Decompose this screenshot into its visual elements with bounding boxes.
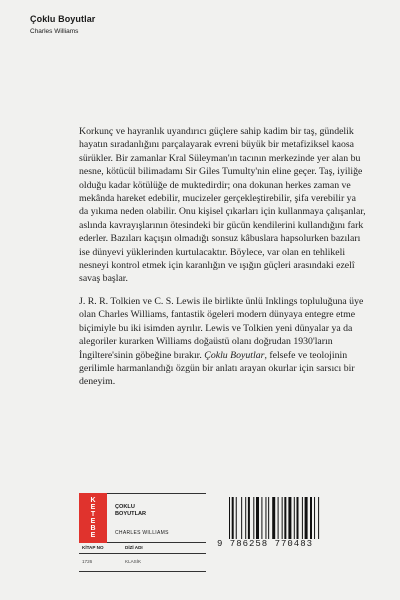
- barcode-bar: [232, 497, 234, 539]
- blurb-p2-title: Çoklu Boyutlar: [204, 349, 265, 361]
- barcode-bar: [241, 497, 242, 539]
- logo-letter: B: [90, 525, 96, 532]
- barcode-bar: [256, 497, 259, 539]
- barcode-bar: [272, 497, 275, 539]
- barcode-bar: [288, 497, 291, 539]
- barcode-bar: [305, 497, 308, 539]
- barcode-bar: [253, 497, 254, 539]
- label-kitap-no: KİTAP NO: [82, 545, 104, 550]
- book-author: Charles Williams: [30, 28, 79, 35]
- barcode-bar: [297, 497, 299, 539]
- blurb-paragraph-1: Korkunç ve hayranlık uyandırıcı güçlere sahip kadim bir taş, gündelik hayatın sıradanlığını parçalayarak evreni büyük bir metafiziksel kaosa sürükler. Bir zamanlar Kral Süleyman'ın tacının merkezinde yer alan bu nesne, kötücül bilimadamı Sir Giles Tumulty'nin eline geçer. Taş, iyiliğe olduğu kadar kötülüğe de muktedirdir; ona dokunan herkes zaman ve mekânda hareket edebilir, mucizeler gerçekleştirebilir, şifa verebilir ya da yıkıma neden olabilir. Onu kişisel çıkarları için kullanmaya çalışanlar, aslında kavrayışlarının ötesindeki bir gücün kendilerini kullandığını fark ederler. Bazıları kaçışın olmadığı sonsuz kâbuslara hapsolurken bazıları ise dünyevi yüklerinden kurtulacaktır. Böylece, var olan en tehlikeli nesneyi kontrol etmek için karanlığın ve ışığın güçleri arasındaki ezelî savaş başlar.: [79, 126, 366, 285]
- publisher-logo: [79, 493, 107, 543]
- barcode-bar: [282, 497, 283, 539]
- barcode-bar: [265, 497, 266, 539]
- barcode-bar: [284, 497, 286, 539]
- isbn-barcode: [217, 497, 367, 557]
- logo-letter: E: [90, 504, 96, 511]
- book-title: Çoklu Boyutlar: [30, 14, 96, 24]
- label-dizi-adi: DİZİ ADI: [125, 545, 143, 550]
- isbn-number: 9 786258 770483: [217, 539, 314, 549]
- barcode-bar: [278, 497, 279, 539]
- imprint-author: CHARLES WILLIAMS: [115, 530, 169, 536]
- barcode-bars: [227, 497, 355, 539]
- barcode-bar: [318, 497, 319, 539]
- logo-letter: T: [90, 511, 96, 518]
- barcode-bar: [236, 497, 237, 539]
- barcode-bar: [245, 497, 246, 539]
- imprint-title-line-2: BOYUTLAR: [115, 511, 147, 517]
- barcode-bar: [248, 497, 250, 539]
- blurb-p2-start: J. R. R. Tolkien ve C. S. Lewis ile birlikte ünlü Inklings topluluğuna üye olan Charles Williams, fantastik ögeleri modern dünyaya entegre etme biçimiyle bu iki isimden ayrılır. Lewis ve Tolkien yeni dünyalar ya da alegoriler kurarken Williams doğaüstü olanı doğrudan 1930'ların İngiltere'sinin göbeğine bırakır.: [79, 295, 364, 361]
- meta-values: [79, 559, 206, 569]
- header: [30, 14, 95, 35]
- barcode-bar: [261, 497, 262, 539]
- imprint-title: [115, 504, 200, 518]
- barcode-bar: [310, 497, 312, 539]
- barcode-bar: [314, 497, 315, 539]
- imprint-title-line-1: ÇOKLU: [115, 504, 135, 510]
- logo-letter: K: [90, 497, 96, 504]
- blurb-paragraph-2: [79, 295, 367, 389]
- barcode-bar: [268, 497, 269, 539]
- meta-divider: [79, 571, 206, 572]
- book-meta-table: [79, 543, 206, 572]
- logo-letter: E: [90, 532, 96, 539]
- logo-letter: E: [90, 518, 96, 525]
- meta-divider: [79, 553, 206, 554]
- back-cover-blurb: [79, 125, 367, 398]
- barcode-bar: [302, 497, 303, 539]
- value-kitap-no: 1726: [82, 559, 93, 564]
- barcode-bar: [229, 497, 230, 539]
- title-cell: [107, 493, 206, 543]
- imprint-block: [79, 493, 370, 572]
- value-dizi-adi: KLASİK: [125, 559, 142, 564]
- barcode-bar: [294, 497, 295, 539]
- blurb-p2-end: , felsefe ve teolojinin gerilimle harmanlandığı özgün bir anlatı arayan okurlar için sarsıcı bir deneyim.: [79, 349, 355, 388]
